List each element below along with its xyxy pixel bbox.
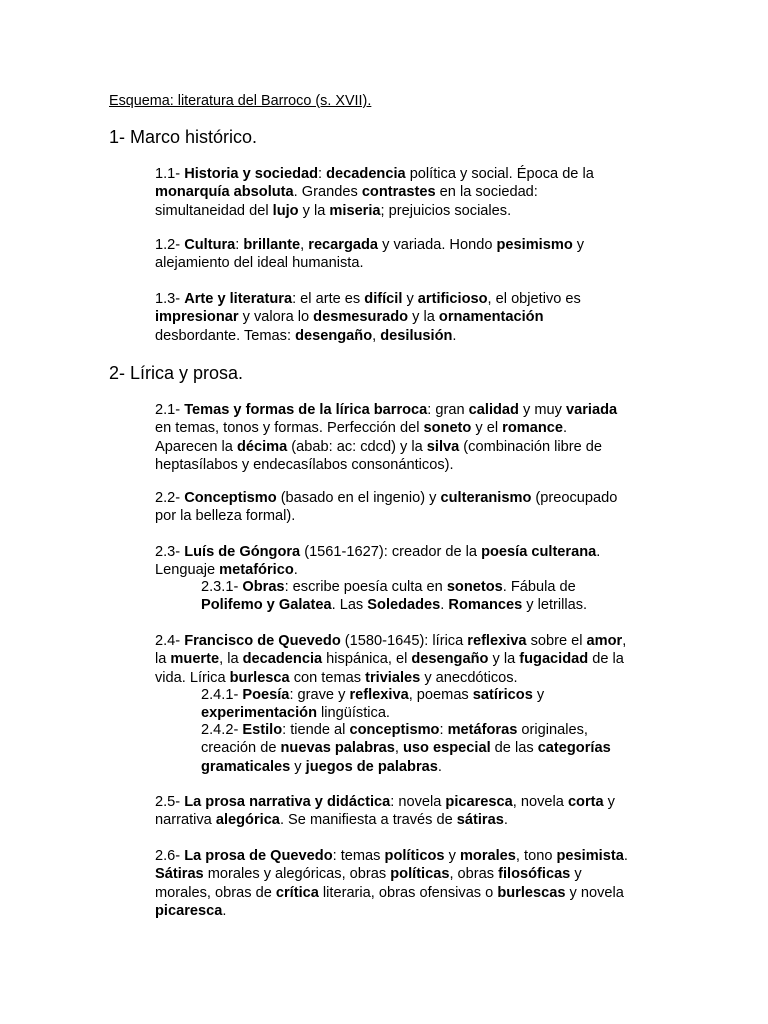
section-heading-1: 1- Marco histórico. xyxy=(109,127,258,147)
text-run: creación de xyxy=(201,740,281,757)
text-run: en la sociedad: xyxy=(435,184,538,201)
bold-term: políticas xyxy=(390,866,450,883)
bold-term: muerte xyxy=(170,651,220,668)
text-run: morales y alegóricas, obras xyxy=(203,866,391,883)
document-title: Esquema: literatura del Barroco (s. XVII). xyxy=(109,93,372,109)
text-run: 1.3- xyxy=(155,291,185,307)
paragraph-2-2 xyxy=(155,489,675,526)
bold-term: morales xyxy=(459,848,516,864)
text-run: , xyxy=(300,237,309,253)
text-run: : xyxy=(439,722,448,738)
text-line xyxy=(155,793,675,811)
paragraph-2-4-1 xyxy=(201,686,671,723)
text-run: simultaneidad del xyxy=(155,202,273,219)
text-line xyxy=(201,704,671,722)
text-line xyxy=(201,596,671,614)
text-run: . xyxy=(222,902,227,919)
text-run: y xyxy=(402,291,418,307)
text-run: ; prejuicios sociales. xyxy=(380,202,512,219)
paragraph-2-4-2 xyxy=(201,721,671,776)
text-run: , el objetivo es xyxy=(487,291,581,307)
bold-term: ornamentación xyxy=(438,309,544,326)
bold-term: triviales xyxy=(365,669,421,686)
bold-term: impresionar xyxy=(155,309,239,326)
text-run: Lenguaje xyxy=(155,562,220,579)
text-run: y variada. Hondo xyxy=(378,237,497,253)
text-run: sobre el xyxy=(526,633,587,649)
bold-term: desengaño xyxy=(295,327,373,344)
paragraph-1-2 xyxy=(155,236,675,273)
text-run: , novela xyxy=(512,794,568,810)
paragraph-2-5 xyxy=(155,793,675,830)
text-run: , tono xyxy=(515,848,557,864)
text-run: 2.4.2- xyxy=(201,722,243,738)
paragraph-1-3 xyxy=(155,290,675,345)
text-run: . xyxy=(440,597,449,614)
text-run: política y social. Época de la xyxy=(405,166,594,182)
paragraph-2-3-1 xyxy=(201,578,671,615)
text-run: (combinación libre de xyxy=(459,438,603,455)
bold-term: categorías xyxy=(537,740,611,757)
text-line xyxy=(155,632,675,650)
text-run: y xyxy=(603,794,615,810)
text-run: de las xyxy=(490,740,538,757)
text-run: la xyxy=(155,651,171,668)
text-line xyxy=(155,507,675,525)
bold-term: Francisco de Quevedo xyxy=(184,633,341,649)
bold-term: Poesía xyxy=(242,687,290,703)
text-line xyxy=(155,650,675,668)
text-run: (abab: ac: cdcd) y la xyxy=(287,438,427,455)
bold-term: fugacidad xyxy=(519,651,589,668)
bold-term: gramaticales xyxy=(201,758,291,775)
text-run: . xyxy=(623,848,628,864)
paragraph-2-1 xyxy=(155,401,675,474)
bold-term: juegos de palabras xyxy=(305,758,438,775)
bold-term: pesimista xyxy=(556,848,624,864)
bold-term: contrastes xyxy=(361,184,436,201)
bold-term: sátiras xyxy=(456,812,504,829)
bold-term: monarquía absoluta xyxy=(155,184,294,201)
bold-term: artificioso xyxy=(417,291,488,307)
bold-term: lujo xyxy=(272,202,299,219)
bold-term: reflexiva xyxy=(467,633,527,649)
text-run: , la xyxy=(219,651,243,668)
text-line xyxy=(155,884,675,902)
text-run: : el arte es xyxy=(292,291,365,307)
bold-term: sonetos xyxy=(446,579,503,595)
bold-term: burlescas xyxy=(497,884,566,901)
bold-term: filosóficas xyxy=(498,866,571,883)
text-line xyxy=(201,686,671,704)
bold-term: metáforas xyxy=(447,722,518,738)
text-line xyxy=(155,456,675,474)
text-run: : tiende al xyxy=(282,722,350,738)
text-line xyxy=(155,290,675,308)
text-run: 2.4.1- xyxy=(201,687,243,703)
text-line xyxy=(155,202,675,220)
text-line xyxy=(201,739,671,757)
bold-term: Romances xyxy=(448,597,523,614)
bold-term: reflexiva xyxy=(349,687,409,703)
bold-term: poesía culterana xyxy=(481,544,597,560)
text-run: (preocupado xyxy=(531,490,618,506)
bold-term: Conceptismo xyxy=(184,490,277,506)
text-run: . xyxy=(503,812,508,829)
text-run: 2.4- xyxy=(155,633,185,649)
text-run: y xyxy=(444,848,460,864)
paragraph-2-4 xyxy=(155,632,675,687)
bold-term: soneto xyxy=(423,420,472,437)
text-line xyxy=(201,758,671,776)
section-heading-2: 2- Lírica y prosa. xyxy=(109,363,244,383)
text-run: , xyxy=(372,327,381,344)
text-run: y xyxy=(290,758,306,775)
text-run: vida. Lírica xyxy=(155,669,230,686)
text-run: 2.2- xyxy=(155,490,185,506)
bold-term: silva xyxy=(426,438,460,455)
text-run: alejamiento del ideal humanista. xyxy=(155,255,364,272)
bold-term: amor xyxy=(586,633,623,649)
text-run: , poemas xyxy=(408,687,473,703)
bold-term: decadencia xyxy=(326,166,406,182)
bold-term: brillante xyxy=(243,237,301,253)
text-run: hispánica, el xyxy=(322,651,412,668)
paragraph-1-1 xyxy=(155,165,675,220)
bold-term: desengaño xyxy=(411,651,489,668)
text-line xyxy=(201,578,671,596)
text-run: y anecdóticos. xyxy=(420,669,518,686)
bold-term: Luís de Góngora xyxy=(184,544,301,560)
text-run: : novela xyxy=(390,794,446,810)
bold-term: difícil xyxy=(364,291,403,307)
text-run: . xyxy=(452,327,457,344)
text-run: , xyxy=(394,740,404,757)
bold-term: Arte y literatura xyxy=(184,291,293,307)
text-line xyxy=(201,721,671,739)
bold-term: Polifemo y Galatea xyxy=(201,597,332,614)
text-run: 1.1- xyxy=(155,166,185,182)
bold-term: Cultura xyxy=(184,237,236,253)
text-line xyxy=(155,811,675,829)
bold-term: Estilo xyxy=(242,722,283,738)
text-run: de la xyxy=(588,651,624,668)
bold-term: corta xyxy=(567,794,604,810)
text-run: : gran xyxy=(427,402,469,418)
bold-term: alegórica xyxy=(215,812,280,829)
bold-term: políticos xyxy=(384,848,445,864)
text-run: y el xyxy=(471,420,503,437)
paragraph-2-6 xyxy=(155,847,675,920)
bold-term: crítica xyxy=(275,884,319,901)
bold-term: Soledades xyxy=(367,597,441,614)
text-run: . xyxy=(437,758,442,775)
text-line xyxy=(155,438,675,456)
text-run: y la xyxy=(488,651,520,668)
bold-term: décima xyxy=(236,438,288,455)
text-line xyxy=(155,183,675,201)
text-run: (basado en el ingenio) y xyxy=(276,490,441,506)
text-line xyxy=(155,308,675,326)
bold-term: La prosa narrativa y didáctica xyxy=(184,794,391,810)
text-run: y la xyxy=(408,309,439,326)
bold-term: La prosa de Quevedo xyxy=(184,848,333,864)
bold-term: experimentación xyxy=(201,705,317,722)
bold-term: miseria xyxy=(329,202,381,219)
text-line xyxy=(155,561,675,579)
text-run: : escribe poesía culta en xyxy=(284,579,447,595)
text-line xyxy=(155,865,675,883)
text-line xyxy=(155,847,675,865)
text-run: 2.6- xyxy=(155,848,185,864)
text-run: (1580-1645): lírica xyxy=(340,633,468,649)
text-run: y valora lo xyxy=(238,309,314,326)
text-run: con temas xyxy=(289,669,366,686)
bold-term: Obras xyxy=(242,579,285,595)
bold-term: Historia y sociedad xyxy=(184,166,319,182)
text-line xyxy=(155,669,675,687)
text-run: y letrillas. xyxy=(522,597,588,614)
bold-term: desilusión xyxy=(380,327,453,344)
text-run: . xyxy=(293,562,298,579)
bold-term: romance xyxy=(502,420,564,437)
paragraph-2-3 xyxy=(155,543,675,580)
text-line xyxy=(155,489,675,507)
text-run: . Fábula de xyxy=(502,579,576,595)
text-run: y la xyxy=(298,202,330,219)
text-run: : xyxy=(235,237,244,253)
text-line xyxy=(155,902,675,920)
bold-term: decadencia xyxy=(242,651,323,668)
bold-term: nuevas palabras xyxy=(280,740,395,757)
text-run: narrativa xyxy=(155,812,216,829)
text-run: 2.3.1- xyxy=(201,579,243,595)
bold-term: culteranismo xyxy=(440,490,532,506)
bold-term: burlesca xyxy=(229,669,290,686)
text-line xyxy=(155,419,675,437)
text-run: (1561-1627): creador de la xyxy=(300,544,482,560)
text-run: y xyxy=(572,237,585,253)
bold-term: satíricos xyxy=(472,687,533,703)
bold-term: picaresca xyxy=(155,902,223,919)
text-run: morales, obras de xyxy=(155,884,276,901)
bold-term: Temas y formas de la lírica barroca xyxy=(184,402,428,418)
bold-term: recargada xyxy=(308,237,379,253)
text-run: . Se manifiesta a través de xyxy=(279,812,457,829)
text-run: y xyxy=(570,866,582,883)
text-run: . Las xyxy=(331,597,368,614)
text-run: heptasílabos y endecasílabos consonánticos). xyxy=(155,456,454,473)
text-line xyxy=(155,254,675,272)
text-line xyxy=(155,327,675,345)
text-run: y novela xyxy=(565,884,624,901)
text-run: : xyxy=(318,166,327,182)
text-run: Aparecen la xyxy=(155,438,237,455)
text-run: en temas, tonos y formas. Perfección del xyxy=(155,420,424,437)
text-line xyxy=(155,401,675,419)
text-run: . xyxy=(563,420,568,437)
text-run: : grave y xyxy=(289,687,350,703)
text-run: lingüística. xyxy=(316,705,390,722)
bold-term: uso especial xyxy=(403,740,491,757)
bold-term: picaresca xyxy=(445,794,513,810)
text-run: , xyxy=(622,633,627,649)
bold-term: variada xyxy=(565,402,618,418)
text-run: : temas xyxy=(332,848,385,864)
text-run: y xyxy=(532,687,545,703)
bold-term: conceptismo xyxy=(349,722,440,738)
text-run: 2.1- xyxy=(155,402,185,418)
text-run: , obras xyxy=(449,866,499,883)
text-run: 2.5- xyxy=(155,794,185,810)
bold-term: metafórico xyxy=(219,562,294,579)
text-run: originales, xyxy=(517,722,588,738)
text-line xyxy=(155,236,675,254)
text-line xyxy=(155,543,675,561)
bold-term: pesimismo xyxy=(496,237,573,253)
text-run: . Grandes xyxy=(293,184,362,201)
text-run: por la belleza formal). xyxy=(155,508,296,525)
text-run: literaria, obras ofensivas o xyxy=(318,884,498,901)
text-run: desbordante. Temas: xyxy=(155,327,296,344)
text-run: 2.3- xyxy=(155,544,185,560)
text-run: . xyxy=(596,544,601,560)
bold-term: calidad xyxy=(468,402,519,418)
text-run: 1.2- xyxy=(155,237,185,253)
text-run: y muy xyxy=(518,402,566,418)
bold-term: desmesurado xyxy=(313,309,409,326)
bold-term: Sátiras xyxy=(155,866,204,883)
text-line xyxy=(155,165,675,183)
